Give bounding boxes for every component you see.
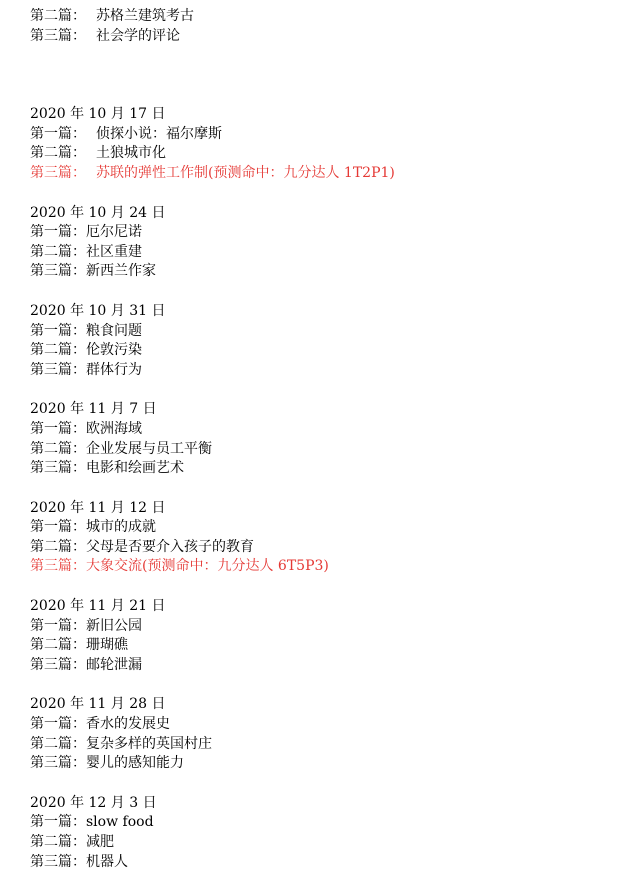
article-label: 第二篇： [30, 243, 86, 260]
date-section [30, 499, 610, 577]
date-section [30, 695, 610, 773]
article-title: slow food [86, 814, 154, 831]
article-title: 大象交流(预测命中：九分达人 6T5P3) [86, 558, 329, 575]
article-label: 第一篇： [30, 125, 86, 142]
article-title: 苏联的弹性工作制(预测命中：九分达人 1T2P1) [96, 164, 395, 181]
article-label: 第一篇： [30, 716, 86, 733]
article-title: 厄尔尼诺 [86, 224, 142, 241]
article-title: 婴儿的感知能力 [86, 755, 184, 772]
article-entry [30, 262, 610, 282]
article-entry [30, 322, 610, 342]
article-entry [30, 7, 610, 27]
article-title: 群体行为 [86, 361, 142, 378]
section-date: 2020 年 11 月 21 日 [30, 598, 166, 615]
date-section [30, 204, 610, 282]
article-label: 第二篇： [30, 637, 86, 654]
article-label: 第一篇： [30, 322, 86, 339]
article-entry [30, 361, 610, 381]
article-title: 社会学的评论 [96, 27, 180, 44]
date-section [30, 597, 610, 675]
article-entry [30, 144, 610, 164]
article-entry [30, 735, 610, 755]
section-date: 2020 年 10 月 17 日 [30, 106, 166, 123]
article-title: 邮轮泄漏 [86, 656, 142, 673]
section-date: 2020 年 10 月 31 日 [30, 302, 166, 319]
article-label: 第三篇： [30, 558, 86, 575]
article-entry [30, 715, 610, 735]
section-date: 2020 年 11 月 7 日 [30, 401, 157, 418]
article-entry [30, 420, 610, 440]
schedule-list [30, 105, 610, 872]
article-title: 新西兰作家 [86, 263, 156, 280]
article-label: 第二篇： [30, 538, 86, 555]
article-title: 城市的成就 [86, 519, 156, 536]
article-entry [30, 243, 610, 263]
article-title: 电影和绘画艺术 [86, 460, 184, 477]
article-entry-highlighted [30, 164, 610, 184]
article-entry [30, 538, 610, 558]
article-label: 第一篇： [30, 814, 86, 831]
article-entry [30, 813, 610, 833]
article-entry [30, 853, 610, 873]
article-entry [30, 656, 610, 676]
article-title: 伦敦污染 [86, 342, 142, 359]
article-label: 第二篇： [30, 440, 86, 457]
article-title: 侦探小说：福尔摩斯 [96, 125, 222, 142]
article-label: 第三篇： [30, 853, 86, 870]
article-title: 欧洲海域 [86, 420, 142, 437]
article-label: 第一篇： [30, 617, 86, 634]
article-title: 减肥 [86, 834, 114, 850]
article-entry [30, 617, 610, 637]
article-entry [30, 833, 610, 853]
article-title: 社区重建 [86, 243, 142, 260]
article-label: 第二篇： [30, 342, 86, 359]
article-entry-highlighted [30, 557, 610, 577]
section-date: 2020 年 12 月 3 日 [30, 794, 157, 811]
article-title: 香水的发展史 [86, 716, 170, 733]
document-page [30, 7, 610, 872]
article-title: 复杂多样的英国村庄 [86, 735, 212, 752]
article-label: 第三篇： [30, 164, 86, 181]
article-label: 第三篇： [30, 755, 86, 772]
date-section [30, 302, 610, 380]
article-title: 珊瑚礁 [86, 637, 128, 654]
article-entry [30, 754, 610, 774]
section-date: 2020 年 11 月 28 日 [30, 696, 166, 713]
article-label: 第三篇： [30, 263, 86, 280]
article-entry [30, 341, 610, 361]
article-title: 父母是否要介入孩子的教育 [86, 538, 254, 555]
article-entry [30, 125, 610, 145]
article-entry [30, 459, 610, 479]
intro-list [30, 7, 610, 46]
article-title: 新旧公园 [86, 617, 142, 634]
article-entry [30, 518, 610, 538]
article-title: 苏格兰建筑考古 [96, 8, 194, 24]
article-label: 第一篇： [30, 519, 86, 536]
date-section [30, 105, 610, 183]
article-label: 第二篇： [30, 145, 86, 162]
article-label: 第二篇： [30, 834, 86, 850]
article-label: 第三篇： [30, 361, 86, 378]
article-title: 粮食问题 [86, 322, 142, 339]
article-entry [30, 223, 610, 243]
article-label: 第二篇： [30, 8, 86, 24]
article-label: 第二篇： [30, 735, 86, 752]
date-section [30, 794, 610, 872]
article-label: 第一篇： [30, 420, 86, 437]
article-entry [30, 27, 610, 47]
blank-gap [30, 46, 610, 105]
article-title: 机器人 [86, 853, 128, 870]
article-title: 土狼城市化 [96, 145, 166, 162]
article-label: 第一篇： [30, 224, 86, 241]
article-label: 第三篇： [30, 656, 86, 673]
article-entry [30, 636, 610, 656]
article-label: 第三篇： [30, 27, 86, 44]
article-label: 第三篇： [30, 460, 86, 477]
article-entry [30, 440, 610, 460]
section-date: 2020 年 11 月 12 日 [30, 499, 166, 516]
article-title: 企业发展与员工平衡 [86, 440, 212, 457]
section-date: 2020 年 10 月 24 日 [30, 204, 166, 221]
date-section [30, 400, 610, 478]
